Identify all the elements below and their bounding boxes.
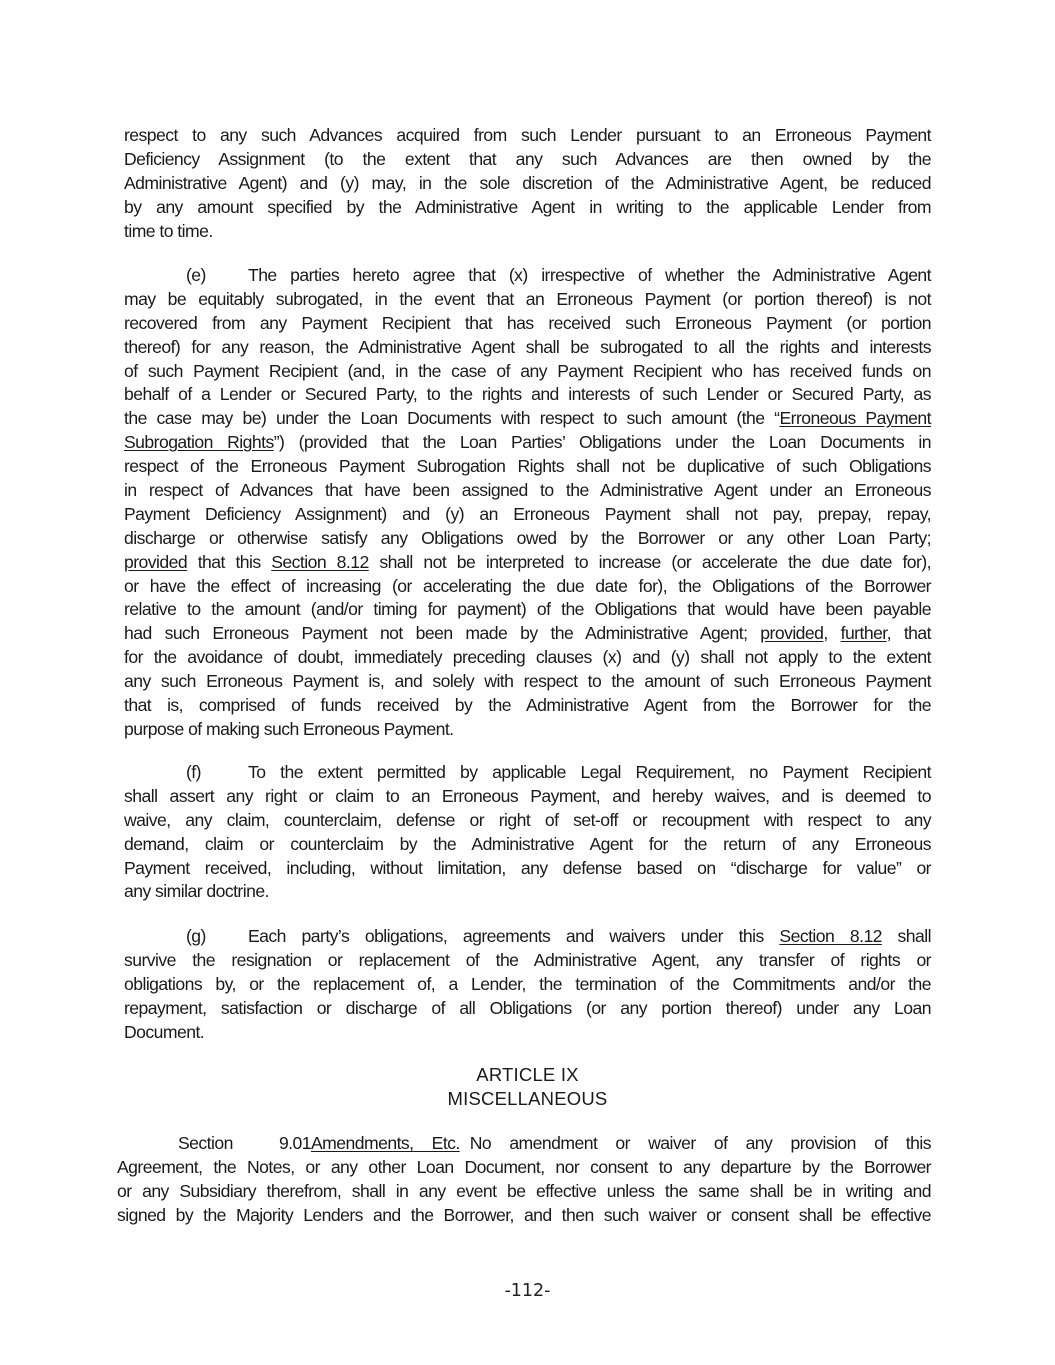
- text-line: [124, 997, 931, 1021]
- section-label: Section 9.01: [178, 1133, 311, 1153]
- paragraph-label: (g): [186, 926, 206, 946]
- section-9-01: [117, 1132, 931, 1228]
- text-segment: any such Erroneous Payment is, and solely with respect to the amount of such Erroneous Payment: [124, 671, 931, 692]
- text-segment: relative to the amount (and/or timing for payment) of the Obligations that would have been payable: [124, 599, 931, 620]
- text-segment: ”) (provided that the Loan Parties’ Obligations under the Loan Documents in: [273, 432, 931, 453]
- text-line: [124, 809, 931, 833]
- text-segment: in respect of Advances that have been assigned to the Administrative Agent under an Erroneous: [124, 480, 931, 501]
- text-segment: Agreement, the Notes, or any other Loan Document, nor consent to any departure by the Borrower: [117, 1156, 931, 1177]
- text-segment: for the avoidance of doubt, immediately preceding clauses (x) and (y) shall not apply to the extent: [124, 647, 931, 668]
- text-line: [124, 527, 931, 551]
- text-segment: demand, claim or counterclaim by the Administrative Agent for the return of any Erroneous: [124, 833, 931, 854]
- text-segment: Payment received, including, without limitation, any defense based on “discharge for value” or: [124, 857, 931, 878]
- text-line: [124, 148, 931, 172]
- paragraph-f: [124, 761, 931, 904]
- text-line: [124, 431, 931, 455]
- underlined-term: Erroneous Payment: [779, 408, 931, 429]
- text-segment: signed by the Majority Lenders and the Borrower, and then such waiver or consent shall be effective: [117, 1204, 931, 1225]
- text-line: [117, 1180, 931, 1204]
- article-number: ARTICLE IX: [476, 1064, 579, 1085]
- text-line: [124, 196, 931, 220]
- text-segment: discharge or otherwise satisfy any Obligations owed by the Borrower or any other Loan Party;: [124, 527, 931, 548]
- text-line: [124, 220, 931, 244]
- underlined-term: Section 8.12: [779, 926, 882, 946]
- text-line: [124, 336, 931, 360]
- text-line: [124, 479, 931, 503]
- text-segment: waive, any claim, counterclaim, defense or right of set-off or recoupment with respect to any: [124, 809, 931, 830]
- text-segment: the case may be) under the Loan Documents with respect to such amount (the “: [124, 408, 780, 429]
- text-line: [124, 973, 931, 997]
- text-segment: Document.: [124, 1021, 205, 1042]
- text-line: [124, 172, 931, 196]
- text-segment: shall assert any right or claim to an Erroneous Payment, and hereby waives, and is deemed to: [124, 785, 931, 806]
- text-segment: purpose of making such Erroneous Payment.: [124, 718, 454, 739]
- text-line: [117, 1156, 931, 1180]
- text-segment: or have the effect of increasing (or accelerating the due date for), the Obligations of the Borrower: [124, 575, 931, 596]
- text-segment: respect of the Erroneous Payment Subrogation Rights shall not be duplicative of such Obligations: [124, 456, 931, 477]
- text-segment: Each party’s obligations, agreements and waivers under this: [248, 926, 780, 946]
- text-segment: ,: [823, 623, 841, 644]
- paragraph-label: (e): [186, 265, 206, 285]
- text-line: [124, 503, 931, 527]
- text-line: [124, 857, 931, 881]
- text-segment: had such Erroneous Payment not been made by the Administrative Agent;: [124, 623, 761, 644]
- text-segment: that is, comprised of funds received by the Administrative Agent from the Borrower for the: [124, 695, 931, 716]
- text-line: [124, 718, 931, 742]
- text-segment: shall: [881, 926, 931, 946]
- text-line: [124, 694, 931, 718]
- text-line: [124, 949, 931, 973]
- text-line: [124, 622, 931, 646]
- text-segment: Deficiency Assignment (to the extent that any such Advances are then owned by the: [124, 148, 931, 169]
- text-line: [124, 124, 931, 148]
- text-segment: that this: [187, 551, 272, 572]
- text-line: [124, 785, 931, 809]
- text-segment: respect to any such Advances acquired from such Lender pursuant to an Erroneous Payment: [124, 125, 931, 145]
- text-segment: obligations by, or the replacement of, a Lender, the termination of the Commitments and/or the: [124, 973, 931, 994]
- text-segment: or any Subsidiary therefrom, shall in any event be effective unless the same shall be in writing and: [117, 1180, 931, 1201]
- text-line: [124, 360, 931, 384]
- text-segment: survive the resignation or replacement of the Administrative Agent, any transfer of rights or: [124, 949, 931, 970]
- text-line: [124, 761, 931, 785]
- page-number: -112-: [504, 1281, 551, 1301]
- text-segment: of such Payment Recipient (and, in the case of any Payment Recipient who has received funds on: [124, 360, 931, 381]
- article-title: MISCELLANEOUS: [447, 1088, 608, 1109]
- text-line: [124, 598, 931, 622]
- text-segment: time to time.: [124, 220, 213, 241]
- underlined-term: provided: [124, 551, 188, 572]
- text-line: [124, 670, 931, 694]
- paragraph-d-continuation: [124, 124, 931, 243]
- text-segment: , that: [886, 623, 931, 644]
- text-line: [124, 575, 931, 599]
- underlined-term: provided: [760, 623, 824, 644]
- text-segment: thereof) for any reason, the Administrative Agent shall be subrogated to all the rights and interests: [124, 336, 931, 357]
- text-line: [124, 646, 931, 670]
- text-line: [124, 312, 931, 336]
- paragraph-g: [124, 925, 931, 1044]
- underlined-term: further: [840, 623, 887, 644]
- text-segment: may be equitably subrogated, in the event that an Erroneous Payment (or portion thereof) is not: [124, 288, 931, 309]
- text-line: [117, 1132, 931, 1156]
- text-line: [124, 383, 931, 407]
- underlined-term: Section 8.12: [271, 551, 369, 572]
- text-line: [124, 880, 931, 904]
- text-line: [124, 833, 931, 857]
- text-segment: No amendment or waiver of any provision of this: [469, 1133, 931, 1153]
- text-line: [124, 1021, 931, 1045]
- text-line: [124, 288, 931, 312]
- text-segment: The parties hereto agree that (x) irrespective of whether the Administrative Agent: [248, 265, 931, 285]
- text-line: [124, 264, 931, 288]
- text-line: [124, 455, 931, 479]
- text-segment: repayment, satisfaction or discharge of all Obligations (or any portion thereof) under any Loan: [124, 997, 931, 1018]
- text-segment: recovered from any Payment Recipient that has received such Erroneous Payment (or portion: [124, 312, 931, 333]
- text-segment: by any amount specified by the Administrative Agent in writing to the applicable Lender from: [124, 196, 931, 217]
- section-heading: Amendments, Etc.: [311, 1133, 460, 1153]
- underlined-term: Subrogation Rights: [124, 432, 274, 453]
- text-segment: Payment Deficiency Assignment) and (y) an Erroneous Payment shall not pay, prepay, repay,: [124, 503, 931, 524]
- text-line: [117, 1204, 931, 1228]
- text-line: [124, 551, 931, 575]
- text-line: [124, 407, 931, 431]
- text-segment: Administrative Agent) and (y) may, in the sole discretion of the Administrative Agent, be reduced: [124, 172, 931, 193]
- text-segment: To the extent permitted by applicable Legal Requirement, no Payment Recipient: [248, 762, 931, 782]
- text-segment: shall not be interpreted to increase (or accelerate the due date for),: [368, 551, 931, 572]
- text-segment: behalf of a Lender or Secured Party, to the rights and interests of such Lender or Secured Party, as: [124, 384, 931, 405]
- text-line: [124, 925, 931, 949]
- text-segment: any similar doctrine.: [124, 881, 269, 902]
- paragraph-e: [124, 264, 931, 742]
- paragraph-label: (f): [186, 762, 201, 782]
